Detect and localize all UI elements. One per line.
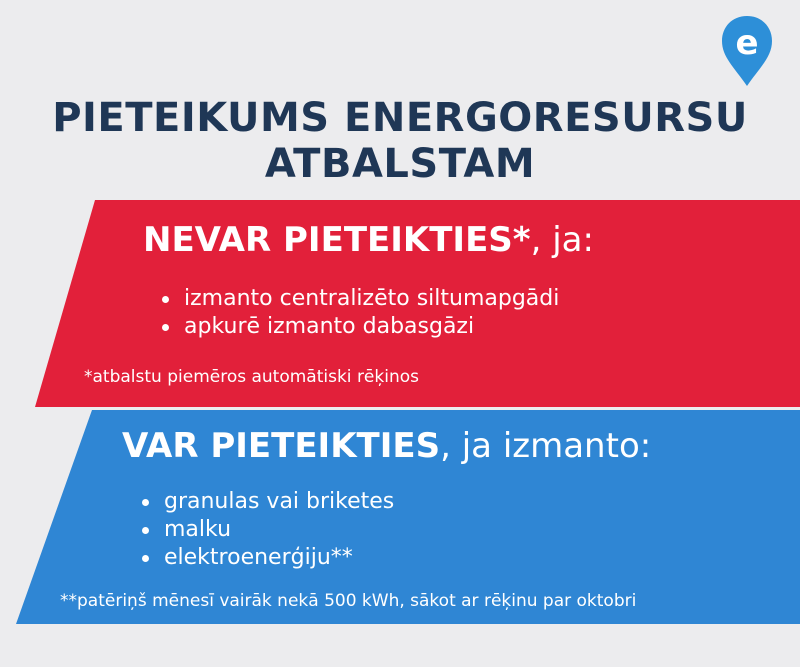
cannot-apply-heading <box>143 220 594 260</box>
can-apply-heading-bold: VAR PIETEIKTIES <box>122 426 441 466</box>
list-item: granulas vai briketes <box>138 488 394 516</box>
can-apply-list <box>138 488 394 572</box>
can-apply-heading <box>122 426 651 466</box>
list-item: elektroenerģiju** <box>138 544 394 572</box>
cannot-apply-heading-bold: NEVAR PIETEIKTIES* <box>143 220 531 260</box>
list-item: izmanto centralizēto siltumapgādi <box>158 285 559 313</box>
cannot-apply-footnote: *atbalstu piemēros automātiski rēķinos <box>84 367 419 387</box>
brand-logo-icon <box>720 14 774 88</box>
can-apply-footnote: **patēriņš mēnesī vairāk nekā 500 kWh, sākot ar rēķinu par oktobri <box>60 591 637 611</box>
cannot-apply-heading-rest: , ja: <box>530 220 594 260</box>
cannot-apply-list <box>158 285 559 341</box>
page-title-line-1: PIETEIKUMS ENERGORESURSU <box>52 95 748 141</box>
list-item: malku <box>138 516 394 544</box>
can-apply-heading-rest: , ja izmanto: <box>440 426 652 466</box>
logo-letter: e <box>735 23 759 63</box>
list-item: apkurē izmanto dabasgāzi <box>158 313 559 341</box>
page-title-line-2: ATBALSTAM <box>264 141 536 187</box>
